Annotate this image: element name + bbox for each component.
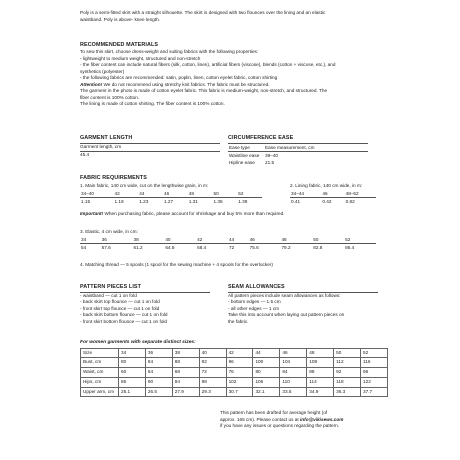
sizes-cell: 112 <box>334 358 361 368</box>
sizes-cell: 50 <box>334 348 361 358</box>
seam-line: All pattern pieces include seam allowances as follows: <box>228 292 341 298</box>
sizes-cell: 46 <box>280 348 307 358</box>
main-size: 34–40 <box>80 190 113 198</box>
materials-tail-line: The garment in the photo is made of cotton eyelet fabric. This fabric is medium-weight, non-stretch, and structured. The <box>80 88 328 93</box>
sizes-section <box>80 340 388 397</box>
sizes-cell: 32.1 <box>253 387 280 397</box>
sizes-cell: 48 <box>307 348 334 358</box>
garment-length-heading: GARMENT LENGTH <box>80 135 133 141</box>
sizes-cell: 122 <box>361 377 388 387</box>
pattern-piece-item: - front skirt bottom flounce — cut 1 on fold <box>80 318 168 324</box>
elastic-size: 36 <box>101 236 133 244</box>
sizes-heading: For women garments with separate distinct sizes: <box>80 340 196 345</box>
seam-heading: SEAM ALLOWANCES <box>228 284 285 290</box>
elastic-value: 82.8 <box>313 244 323 250</box>
footer-note <box>220 410 343 430</box>
pattern-piece-item: - back skirt bottom flounce — cut 1 on fold <box>80 312 168 317</box>
sizes-cell: 98 <box>199 377 226 387</box>
elastic-size: 44 <box>228 236 249 244</box>
main-size: 42 <box>113 190 138 198</box>
garment-length-section <box>80 135 220 158</box>
materials-line: - lightweight to medium weight, structured and non-stretch <box>80 55 201 61</box>
elastic-value: 54 <box>81 244 87 250</box>
materials-heading: RECOMMENDED MATERIALS <box>80 42 159 48</box>
lining-fabric-block <box>290 183 376 205</box>
sizes-cell: Bust, cm <box>81 358 119 368</box>
sizes-cell: 86 <box>119 377 146 387</box>
sizes-cell: 110 <box>280 377 307 387</box>
sizes-cell: 118 <box>334 377 361 387</box>
materials-tail-line: The lining is made of cotton shirting. The fiber content is 100% cotton. <box>80 101 225 106</box>
main-value: 1.39 <box>238 198 248 204</box>
sizes-cell: 88 <box>172 358 199 368</box>
intro-line: waistband. Poly is above- knee length. <box>80 16 160 22</box>
contact-email[interactable]: info@vikisews.com <box>300 416 344 422</box>
seam-line: the fabric. <box>228 318 249 324</box>
sizes-cell: 80 <box>253 368 280 378</box>
ease-type: Waistline ease <box>229 153 260 158</box>
sizes-cell: 84 <box>280 368 307 378</box>
sizes-cell: 36 <box>145 348 172 358</box>
sizes-cell: 100 <box>253 358 280 368</box>
sizes-cell: Size <box>81 348 119 358</box>
materials-section <box>80 42 335 108</box>
sizes-cell: 68 <box>172 368 199 378</box>
sizes-cell: 33.5 <box>280 387 307 397</box>
main-value: 1.31 <box>188 198 198 204</box>
sizes-cell: Hips, cm <box>81 377 119 387</box>
elastic-size: 42 <box>196 236 228 244</box>
elastic-size: 38 <box>132 236 164 244</box>
sizes-cell: 90 <box>145 377 172 387</box>
sizes-cell: 106 <box>253 377 280 387</box>
lining-value: 0.42 <box>322 198 332 204</box>
sizes-cell: 52 <box>361 348 388 358</box>
sizes-table <box>80 348 388 398</box>
sizes-cell: 34.9 <box>307 387 334 397</box>
sizes-cell: 64 <box>145 368 172 378</box>
main-fabric-block <box>80 183 262 205</box>
sizes-cell: 44 <box>253 348 280 358</box>
lining-value: 0.82 <box>345 198 355 204</box>
materials-line: - the following fabrics are recommended: satin, poplin, linen, cotton eyelet fabric, cotton shirting <box>80 75 278 80</box>
sizes-cell: 27.9 <box>172 387 199 397</box>
sizes-cell: 60 <box>119 368 146 378</box>
pattern-piece-item: - front skirt top flounce — cut 1 on fold <box>80 305 160 311</box>
main-value: 1.19 <box>114 198 124 204</box>
materials-line: To sew this skirt, choose dress-weight and suiting fabrics with the following properties: <box>80 49 259 54</box>
materials-line: synthetics (polyester) <box>80 68 125 74</box>
intro-line: Poly is a semi-fitted skirt with a straight silhouette. The skirt is designed with two flounces over the lining and an elastic <box>80 10 326 15</box>
elastic-value: 68.4 <box>197 244 207 250</box>
pattern-pieces-heading: PATTERN PIECES LIST <box>80 284 142 290</box>
sizes-cell: 40 <box>199 348 226 358</box>
sizes-cell: 30.7 <box>226 387 253 397</box>
thread-text: 4. Matching thread — 5 spools (1 spool for the sewing machine + 4 spools for the overlocker) <box>80 262 273 267</box>
sizes-cell: Upper arm, cm <box>81 387 119 397</box>
sizes-cell: 36.3 <box>334 387 361 397</box>
sizes-cell: 38 <box>172 348 199 358</box>
sizes-cell: 92 <box>334 368 361 378</box>
important-text: When purchasing fabric, please account for shrinkage and buy 5% more than required. <box>103 211 285 216</box>
sizes-cell: 29.3 <box>199 387 226 397</box>
main-value: 1.35 <box>213 198 223 204</box>
sizes-cell: 102 <box>226 377 253 387</box>
attention-text: We do not recommend using stretchy knit fabrics. The fabric must be structured. <box>102 81 270 87</box>
sizes-cell: 92 <box>199 358 226 368</box>
hips-row <box>81 377 388 387</box>
sizes-cell: 37.7 <box>361 387 388 397</box>
circumference-section <box>228 135 368 166</box>
sizes-cell: 26.5 <box>145 387 172 397</box>
main-size: 44 <box>138 190 163 198</box>
ease-value: 39–40 <box>265 153 279 158</box>
sizes-cell: 96 <box>361 368 388 378</box>
waist-row <box>81 368 388 378</box>
elastic-value: 72 <box>228 244 235 250</box>
elastic-value: 57.6 <box>101 244 111 250</box>
sizes-cell: 72 <box>199 368 226 378</box>
footer-line: if you have any issues or questions regarding the pattern. <box>220 423 340 428</box>
ease-table <box>228 144 368 166</box>
garment-length-value: 45.4 <box>80 151 90 157</box>
elastic-value: 75.6 <box>249 244 259 250</box>
circumference-heading: CIRCUMFERENCE EASE <box>228 135 294 141</box>
elastic-size: 40 <box>164 236 196 244</box>
elastic-size: 34 <box>80 236 101 244</box>
main-value: 1.15 <box>81 198 91 204</box>
footer-contact-text: approx. 165 cm). Please contact us at <box>220 416 300 422</box>
elastic-size: 50 <box>312 236 344 244</box>
elastic-size: 48 <box>280 236 312 244</box>
main-size: 48 <box>188 190 213 198</box>
sizes-cell: Waist, cm <box>81 368 119 378</box>
lining-size: 48–52 <box>345 190 376 198</box>
sizes-cell: 96 <box>226 358 253 368</box>
elastic-size: 46 <box>249 236 281 244</box>
seam-line: - all other edges — 1 cm <box>228 305 280 311</box>
ease-type: Hipline ease <box>229 160 255 165</box>
sizes-cell: 34 <box>119 348 146 358</box>
upper-arm-row <box>81 387 388 397</box>
sizes-cell: 42 <box>226 348 253 358</box>
elastic-value: 64.8 <box>165 244 175 250</box>
lining-size: 46 <box>321 190 344 198</box>
sizes-cell: 116 <box>361 358 388 368</box>
main-size: 46 <box>163 190 188 198</box>
ease-col-value: Ease measurement, cm <box>264 144 368 152</box>
bust-row <box>81 358 388 368</box>
sizes-cell: 88 <box>307 368 334 378</box>
fabric-requirements-section <box>80 175 147 182</box>
important-label: Important! <box>80 211 104 216</box>
elastic-value: 79.2 <box>281 244 291 250</box>
materials-line: - the fiber content can include natural fibers (silk, cotton, linen), artificial fibers (viscose), blends (cotton + viscose, etc.), and <box>80 62 336 67</box>
garment-length-label: Garment length, cm <box>80 144 220 152</box>
lining-fabric-table <box>290 190 376 205</box>
ease-col-type: Ease type <box>228 144 264 152</box>
materials-tail-line: fiber content is 100% cotton. <box>80 94 140 100</box>
main-size: 50 <box>212 190 237 198</box>
main-fabric-label: 1. Main fabric, 140 cm wide, cut on the lengthwise grain, in m: <box>80 183 209 188</box>
sizes-row <box>81 348 388 358</box>
pattern-piece-item: - back skirt top flounce — cut 1 on fold <box>80 299 160 304</box>
footer-line: This pattern has been drafted for average height (of <box>220 410 328 415</box>
seam-allowances-section <box>228 284 378 325</box>
intro <box>80 10 325 23</box>
sizes-cell: 80 <box>119 358 146 368</box>
sizes-cell: 108 <box>307 358 334 368</box>
main-value: 1.23 <box>139 198 149 204</box>
seam-line: - bottom edges — 1.5 cm <box>228 299 281 304</box>
sizes-cell: 104 <box>280 358 307 368</box>
attention-label: Attention! <box>80 81 103 87</box>
lining-fabric-label: 2. Lining fabric, 140 cm wide, in m: <box>290 183 363 188</box>
pattern-piece-item: - waistband — cut 1 on fold <box>80 292 137 298</box>
ease-value: 21.5 <box>265 160 275 165</box>
fabric-heading: FABRIC REQUIREMENTS <box>80 175 147 181</box>
elastic-label: 3. Elastic, 4 cm wide, in cm: <box>80 229 138 234</box>
elastic-value: 86.4 <box>345 244 355 250</box>
lining-size: 34–44 <box>290 190 321 198</box>
main-fabric-table <box>80 190 262 205</box>
sizes-cell: 25.1 <box>119 387 146 397</box>
seam-line: Take this into account when laying out pattern pieces on <box>228 312 345 317</box>
lining-value: 0.41 <box>291 198 301 204</box>
sizes-cell: 84 <box>145 358 172 368</box>
main-size: 52 <box>237 190 262 198</box>
sizes-cell: 94 <box>172 377 199 387</box>
main-value: 1.27 <box>163 198 174 204</box>
elastic-table <box>80 236 376 251</box>
elastic-size: 52 <box>344 236 376 244</box>
important-note <box>80 211 285 218</box>
sizes-cell: 76 <box>226 368 253 378</box>
thread-note <box>80 262 273 269</box>
elastic-block <box>80 229 376 251</box>
pattern-pieces-section <box>80 284 210 325</box>
elastic-value: 61.2 <box>133 244 143 250</box>
sizes-cell: 114 <box>307 377 334 387</box>
